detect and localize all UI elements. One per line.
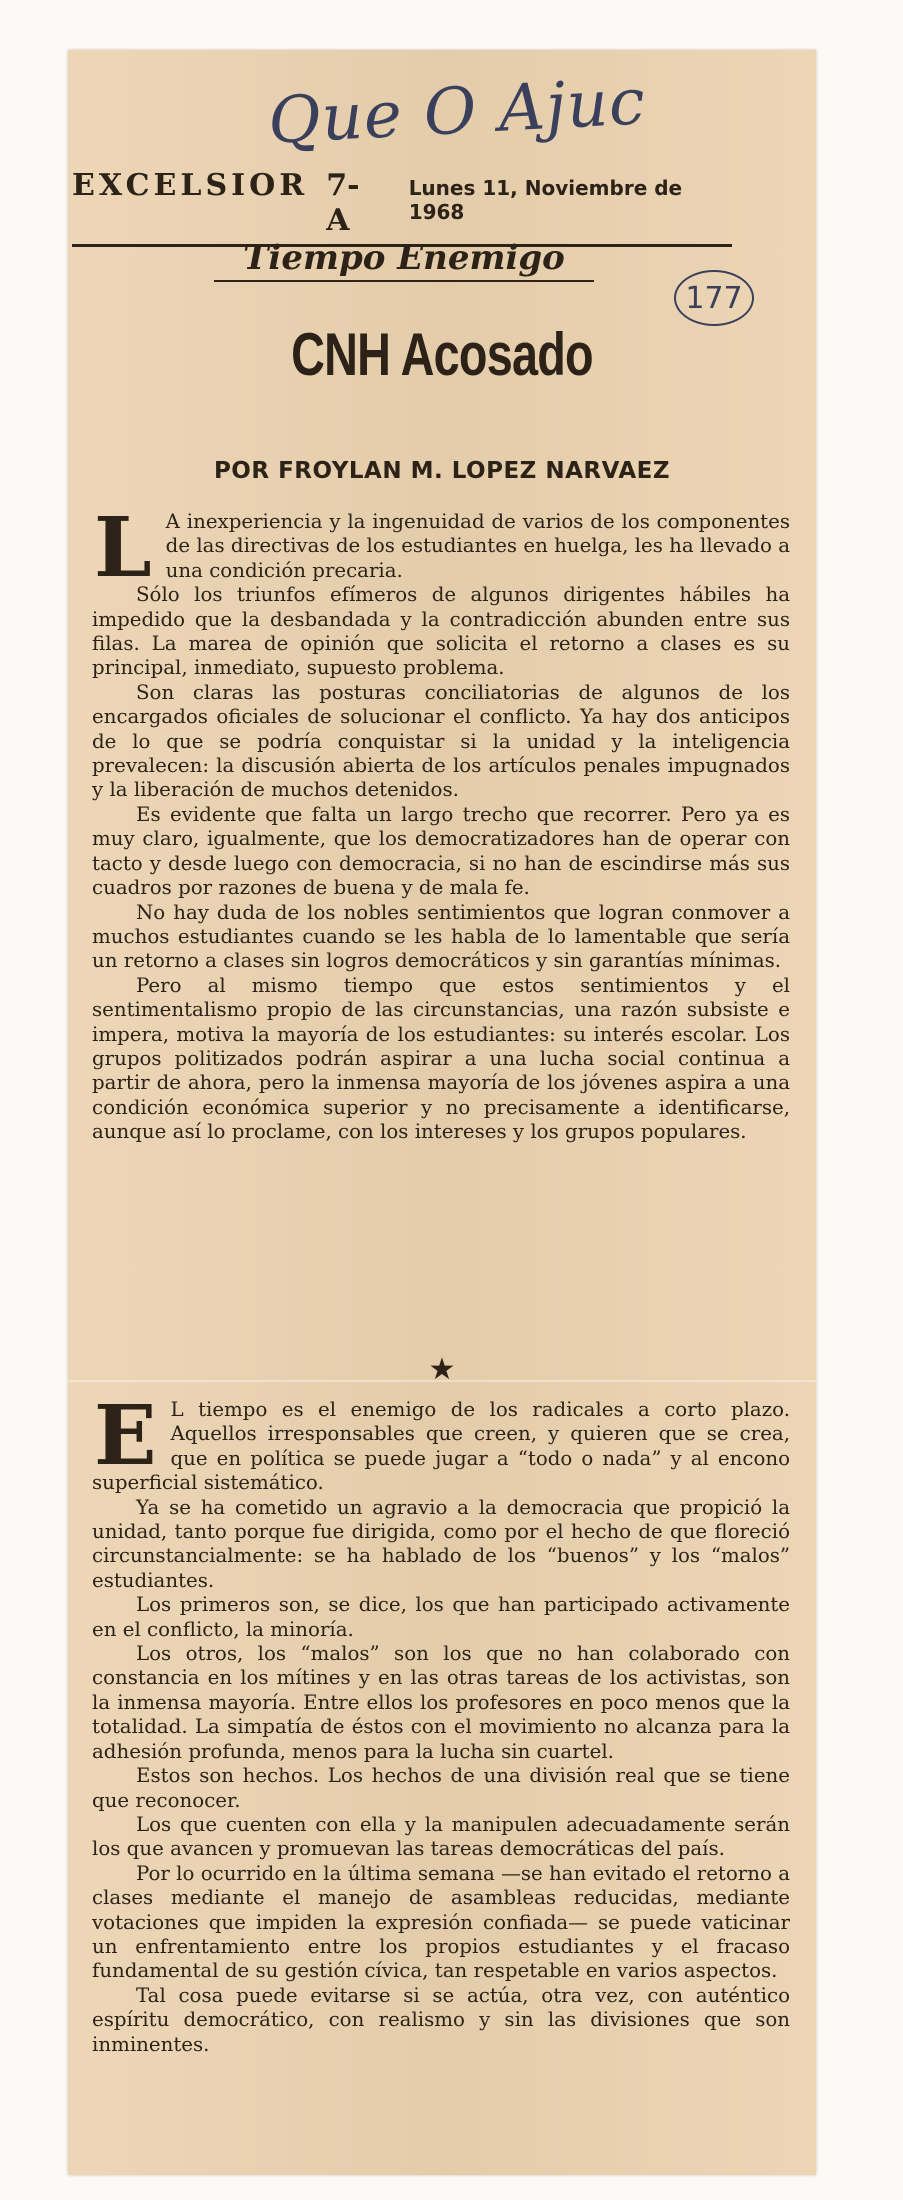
handwritten-note: Que O Ajuc bbox=[266, 65, 648, 159]
paragraph: Por lo ocurrido en la última semana —se han evitado el retorno a clases mediante el manejo de asambleas reducidas, mediante votaciones que impiden la expresión confiada— se puede vaticinar un enfrentamiento entre los propios estudiantes y el fracaso fundamental de su gestión cívica, tan respetable en varios aspectos. bbox=[92, 1861, 790, 1983]
paragraph: Los otros, los “malos” son los que no han colaborado con constancia en los mítines y en las otras tareas de los activistas, son la inmensa mayoría. Entre ellos los profesores en poco menos que la totalidad. La simpatía de éstos con el movimiento no alcanza para la adhesión profunda, menos para la lucha sin cuartel. bbox=[92, 1642, 790, 1763]
paragraph: Estos son hechos. Los hechos de una división real que se tiene que reconocer. bbox=[92, 1764, 790, 1812]
paragraph: Ya se ha cometido un agravio a la democracia que propició la unidad, tanto porque fue dirigida, como por el hecho de que floreció circunstancialmente: se ha hablado de los “buenos” y los “malos” estudiantes. bbox=[92, 1495, 790, 1592]
star-separator: ★ bbox=[428, 1352, 456, 1387]
publication-date: Lunes 11, Noviembre de 1968 bbox=[408, 176, 683, 224]
newspaper-name: EXCELSIOR bbox=[72, 168, 309, 203]
paragraph: Tal cosa puede evitarse si se actúa, otra vez, con auténtico espíritu democrático, con realismo y sin las divisiones que son inminentes. bbox=[92, 1983, 790, 2056]
newspaper-clipping bbox=[68, 50, 816, 2175]
paragraph: Sólo los triunfos efímeros de algunos dirigentes hábiles ha impedido que la desbandada y la contradicción abunden entre sus filas. La marea de opinión que solicita el retorno a clases es su principal, inmediato, supuesto problema. bbox=[92, 583, 790, 680]
section-title: Tiempo Enemigo bbox=[214, 238, 594, 282]
paragraph: Son claras las posturas conciliatorias de algunos de los encargados oficiales de solucionar el conflicto. Ya hay dos anticipos de lo que se podría conquistar si la unidad y la inteligencia prevalecen: la discusión abierta de los artículos penales impugnados y la liberación de muchos detenidos. bbox=[92, 680, 790, 802]
drop-cap: L bbox=[94, 500, 152, 596]
paragraph: Los primeros son, se dice, los que han participado activamente en el conflicto, la minoría. bbox=[92, 1593, 790, 1641]
paragraph: No hay duda de los nobles sentimientos que logran conmover a muchos estudiantes cuando se les habla de lo lamentable que sería un retorno a clases sin logros democráticos y sin garantías mínimas. bbox=[92, 900, 790, 973]
masthead bbox=[72, 168, 732, 247]
byline: POR FROYLAN M. LOPEZ NARVAEZ bbox=[213, 458, 671, 484]
paragraph: Pero al mismo tiempo que estos sentimientos y el sentimentalismo propio de las circunstancias, una razón subsiste e impera, motiva la mayoría de los estudiantes: su interés escolar. Los grupos politizados podrán aspirar a una lucha social continua a partir de ahora, pero la inmensa mayoría de los jóvenes aspira a una condición económica superior y no precisamente a identificarse, aunque así lo proclame, con los intereses y los grupos populares. bbox=[92, 973, 790, 1144]
circled-page-mark: 177 bbox=[674, 270, 754, 326]
paragraph: L tiempo es el enemigo de los radicales a corto plazo. Aquellos irresponsables que creen, y quieren que se crea, que en política se puede jugar a “todo o nada” y al encono superficial sistemático. bbox=[92, 1398, 790, 1495]
paragraph: Es evidente que falta un largo trecho que recorrer. Pero ya es muy claro, igualmente, que los democratizadores han de operar con tacto y desde luego con democracia, si no han de escindirse más sus cuadros por razones de buena y de mala fe. bbox=[92, 802, 790, 900]
page-number: 7-A bbox=[326, 168, 360, 238]
drop-cap: E bbox=[94, 1388, 157, 1484]
paragraph: A inexperiencia y la ingenuidad de varios de los componentes de las directivas de los estudiantes en huelga, les ha llevado a una condición precaria. bbox=[165, 510, 790, 582]
paragraph: Los que cuenten con ella y la manipulen adecuadamente serán los que avancen y promuevan las tareas democráticas del país. bbox=[92, 1812, 790, 1861]
article-part-2 bbox=[92, 1388, 790, 2057]
headline: CNH Acosado bbox=[291, 321, 593, 388]
article-part-1 bbox=[92, 500, 790, 1145]
